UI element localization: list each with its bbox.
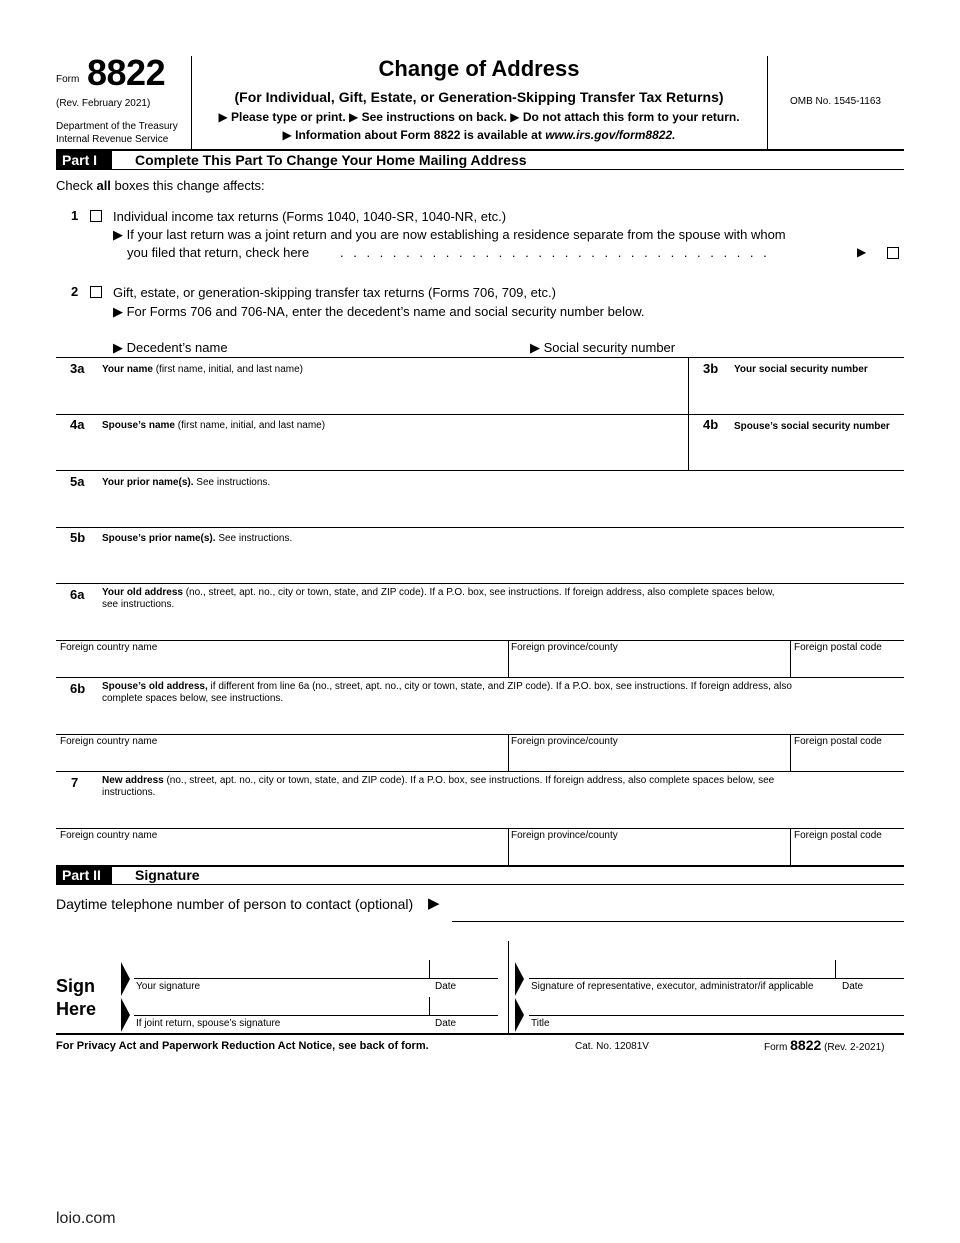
line6b-label: Spouse’s old address, if different from line 6a (no., street, apt. no., city or town, state, and ZIP code). If a P.O. box, see instructions. If foreign address, also complete spaces below, see instructions. (102, 681, 792, 704)
sign-arrow-3-icon (515, 962, 524, 996)
rule-527 (56, 527, 904, 528)
7-foreign-country-label: Foreign country name (60, 830, 158, 841)
phone-label: Daytime telephone number of person to contact (optional) (56, 896, 414, 912)
part2-label: Part II (56, 866, 112, 884)
7-foreign-country-input[interactable] (58, 843, 504, 864)
sign-arrow-2-icon (121, 998, 130, 1032)
part2-title: Signature (135, 867, 200, 883)
line1-label: Individual income tax returns (Forms 1040, 1040-SR, 1040-NR, etc.) (113, 209, 507, 224)
title-input[interactable] (529, 997, 903, 1015)
rule-771 (56, 771, 904, 772)
form-info-line (191, 128, 767, 142)
line3a-number: 3a (70, 361, 85, 376)
line1-arrow-icon: ▶ (857, 245, 867, 259)
part2-title-rule (56, 884, 904, 885)
part1-title: Complete This Part To Change Your Home Mailing Address (135, 152, 527, 168)
7-foreign-province-input[interactable] (511, 843, 787, 864)
form-number: 8822 (87, 52, 166, 93)
line1-joint-instruction: ▶ If your last return was a joint return and you are now establishing a residence separate from the spouse with whom (113, 227, 786, 242)
info-text: ▶ Information about Form 8822 is available at (282, 128, 546, 142)
decedent-name-label: ▶ Decedent’s name (113, 340, 228, 355)
watermark-text: loio.com (56, 1210, 116, 1227)
7-foreign-postal-label: Foreign postal code (794, 830, 882, 841)
representative-date-label: Date (842, 981, 864, 992)
your-signature-rule (134, 978, 498, 979)
rule-640 (56, 640, 904, 641)
part1-title-rule (56, 169, 904, 170)
spouse-ssn-input[interactable] (692, 434, 902, 468)
rule-583 (56, 583, 904, 584)
form-subtitle: (For Individual, Gift, Estate, or Generation-Skipping Transfer Tax Returns) (234, 89, 724, 105)
line1-number: 1 (71, 208, 79, 223)
line2-label: Gift, estate, or generation-skipping transfer tax returns (Forms 706, 709, etc.) (113, 285, 556, 300)
spouse-name-input[interactable] (100, 434, 685, 468)
representative-signature-label: Signature of representative, executor, administrator/if applicable (531, 981, 814, 992)
spouse-signature-label: If joint return, spouse’s signature (136, 1018, 281, 1029)
6a-foreign-divider-2 (790, 640, 791, 678)
footer-form-id: Form 8822 (Rev. 2-2021) (764, 1037, 885, 1053)
agency-line: Internal Revenue Service (56, 134, 169, 145)
your-signature-label: Your signature (136, 981, 201, 992)
sign-here-label: Sign Here (56, 976, 97, 1019)
line7-number: 7 (71, 775, 79, 790)
part1-label: Part I (56, 151, 112, 169)
revision-date: (Rev. February 2021) (56, 98, 151, 109)
your-prior-names-input[interactable] (100, 491, 900, 525)
spouse-signature-input[interactable] (134, 997, 426, 1015)
form-word: Form (56, 74, 80, 85)
decedent-ssn-input[interactable] (692, 340, 902, 356)
line3b-number: 3b (703, 361, 719, 376)
omb-number: OMB No. 1545-1163 (790, 96, 881, 107)
line1-checkbox[interactable] (90, 210, 102, 222)
line2-checkbox[interactable] (90, 286, 102, 298)
spouse-signature-rule (134, 1015, 498, 1016)
line2-instruction: ▶ For Forms 706 and 706-NA, enter the decedent’s name and social security number below. (113, 304, 645, 319)
6b-foreign-country-input[interactable] (58, 749, 504, 770)
6b-foreign-divider-2 (790, 734, 791, 772)
rule-828 (56, 828, 904, 829)
6a-foreign-province-label: Foreign province/county (511, 642, 618, 653)
line2-number: 2 (71, 284, 79, 299)
your-signature-date-input[interactable] (433, 960, 497, 978)
sign-arrow-4-icon (515, 998, 524, 1032)
footer-rule (56, 1033, 904, 1035)
rule-470 (56, 470, 904, 471)
line6a-number: 6a (70, 587, 85, 602)
line3b-label: Your social security number (734, 364, 868, 375)
line5a-label: Your prior name(s). See instructions. (102, 477, 271, 488)
rule-734 (56, 734, 904, 735)
spouse-signature-date-label: Date (435, 1018, 457, 1029)
title-label: Title (531, 1018, 550, 1029)
rule-677 (56, 677, 904, 678)
catalog-number: Cat. No. 12081V (575, 1041, 649, 1052)
department-line: Department of the Treasury (56, 121, 178, 132)
6b-foreign-province-input[interactable] (511, 749, 787, 770)
line6a-label: Your old address (no., street, apt. no., city or town, state, and ZIP code). If a P.O. box, see instructions. If foreign address, also complete spaces below, see instructions. (102, 587, 775, 610)
line4b-number: 4b (703, 417, 719, 432)
privacy-notice: For Privacy Act and Paperwork Reduction Act Notice, see back of form. (56, 1040, 429, 1052)
6b-foreign-postal-input[interactable] (793, 749, 903, 770)
6b-foreign-divider-1 (508, 734, 509, 772)
spouse-signature-date-divider (429, 997, 430, 1015)
phone-arrow-icon: ▶ (428, 895, 440, 912)
signature-column-divider (508, 941, 509, 1034)
line5a-number: 5a (70, 474, 85, 489)
line1-check-here-label: you filed that return, check here (127, 245, 310, 260)
6a-foreign-province-input[interactable] (511, 655, 787, 676)
form-url-link[interactable]: www.irs.gov/form8822. (545, 128, 676, 142)
check-instruction: Check all boxes this change affects: (56, 178, 265, 193)
line1-leader-dots: . . . . . . . . . . . . . . . . . . . . . . . . . . . . . . . . . (340, 245, 770, 260)
line5b-label: Spouse’s prior name(s). See instructions. (102, 533, 293, 544)
7-foreign-province-label: Foreign province/county (511, 830, 618, 841)
new-address-input[interactable] (100, 800, 900, 826)
6b-foreign-country-label: Foreign country name (60, 736, 158, 747)
phone-input[interactable] (452, 896, 902, 920)
line5b-number: 5b (70, 530, 86, 545)
6b-foreign-postal-label: Foreign postal code (794, 736, 882, 747)
rule-414 (56, 414, 904, 415)
6a-foreign-postal-input[interactable] (793, 655, 903, 676)
phone-rule (452, 921, 904, 922)
title-rule (529, 1015, 904, 1016)
your-signature-date-divider (429, 960, 430, 978)
representative-date-input[interactable] (839, 960, 903, 978)
decedent-name-input[interactable] (240, 340, 525, 356)
7-foreign-divider-2 (790, 828, 791, 866)
line7-label: New address (no., street, apt. no., city or town, state, and ZIP code). If a P.O. box, see instructions. If foreign address, also complete spaces below, see instructions. (102, 775, 775, 798)
spouse-old-address-input[interactable] (100, 706, 900, 732)
6a-foreign-country-label: Foreign country name (60, 642, 158, 653)
line6b-number: 6b (70, 681, 86, 696)
old-address-input[interactable] (100, 612, 900, 638)
spouse-signature-date-input[interactable] (433, 997, 497, 1015)
line4b-label: Spouse’s social security number (734, 421, 890, 432)
your-signature-date-label: Date (435, 981, 457, 992)
line4a-number: 4a (70, 417, 85, 432)
form-title: Change of Address (378, 56, 580, 81)
line1-joint-checkbox[interactable] (887, 247, 899, 259)
form-instructions: ▶ Please type or print. ▶ See instructions on back. ▶ Do not attach this form to your return. (218, 110, 740, 124)
rule-357 (56, 357, 904, 358)
representative-signature-rule (529, 978, 904, 979)
6a-foreign-divider-1 (508, 640, 509, 678)
7-foreign-postal-input[interactable] (793, 843, 903, 864)
6a-foreign-postal-label: Foreign postal code (794, 642, 882, 653)
6b-foreign-province-label: Foreign province/county (511, 736, 618, 747)
your-signature-input[interactable] (134, 960, 426, 978)
6a-foreign-country-input[interactable] (58, 655, 504, 676)
7-foreign-divider-1 (508, 828, 509, 866)
representative-date-divider (835, 960, 836, 978)
your-name-input[interactable] (100, 378, 685, 412)
line4a-label: Spouse’s name (first name, initial, and last name) (102, 420, 326, 431)
representative-signature-input[interactable] (529, 960, 832, 978)
line3a-label: Your name (first name, initial, and last name) (102, 364, 303, 375)
decedent-ssn-label: ▶ Social security number (530, 340, 676, 355)
sign-arrow-1-icon (121, 962, 130, 996)
your-ssn-input[interactable] (692, 378, 902, 412)
spouse-prior-names-input[interactable] (100, 547, 900, 581)
